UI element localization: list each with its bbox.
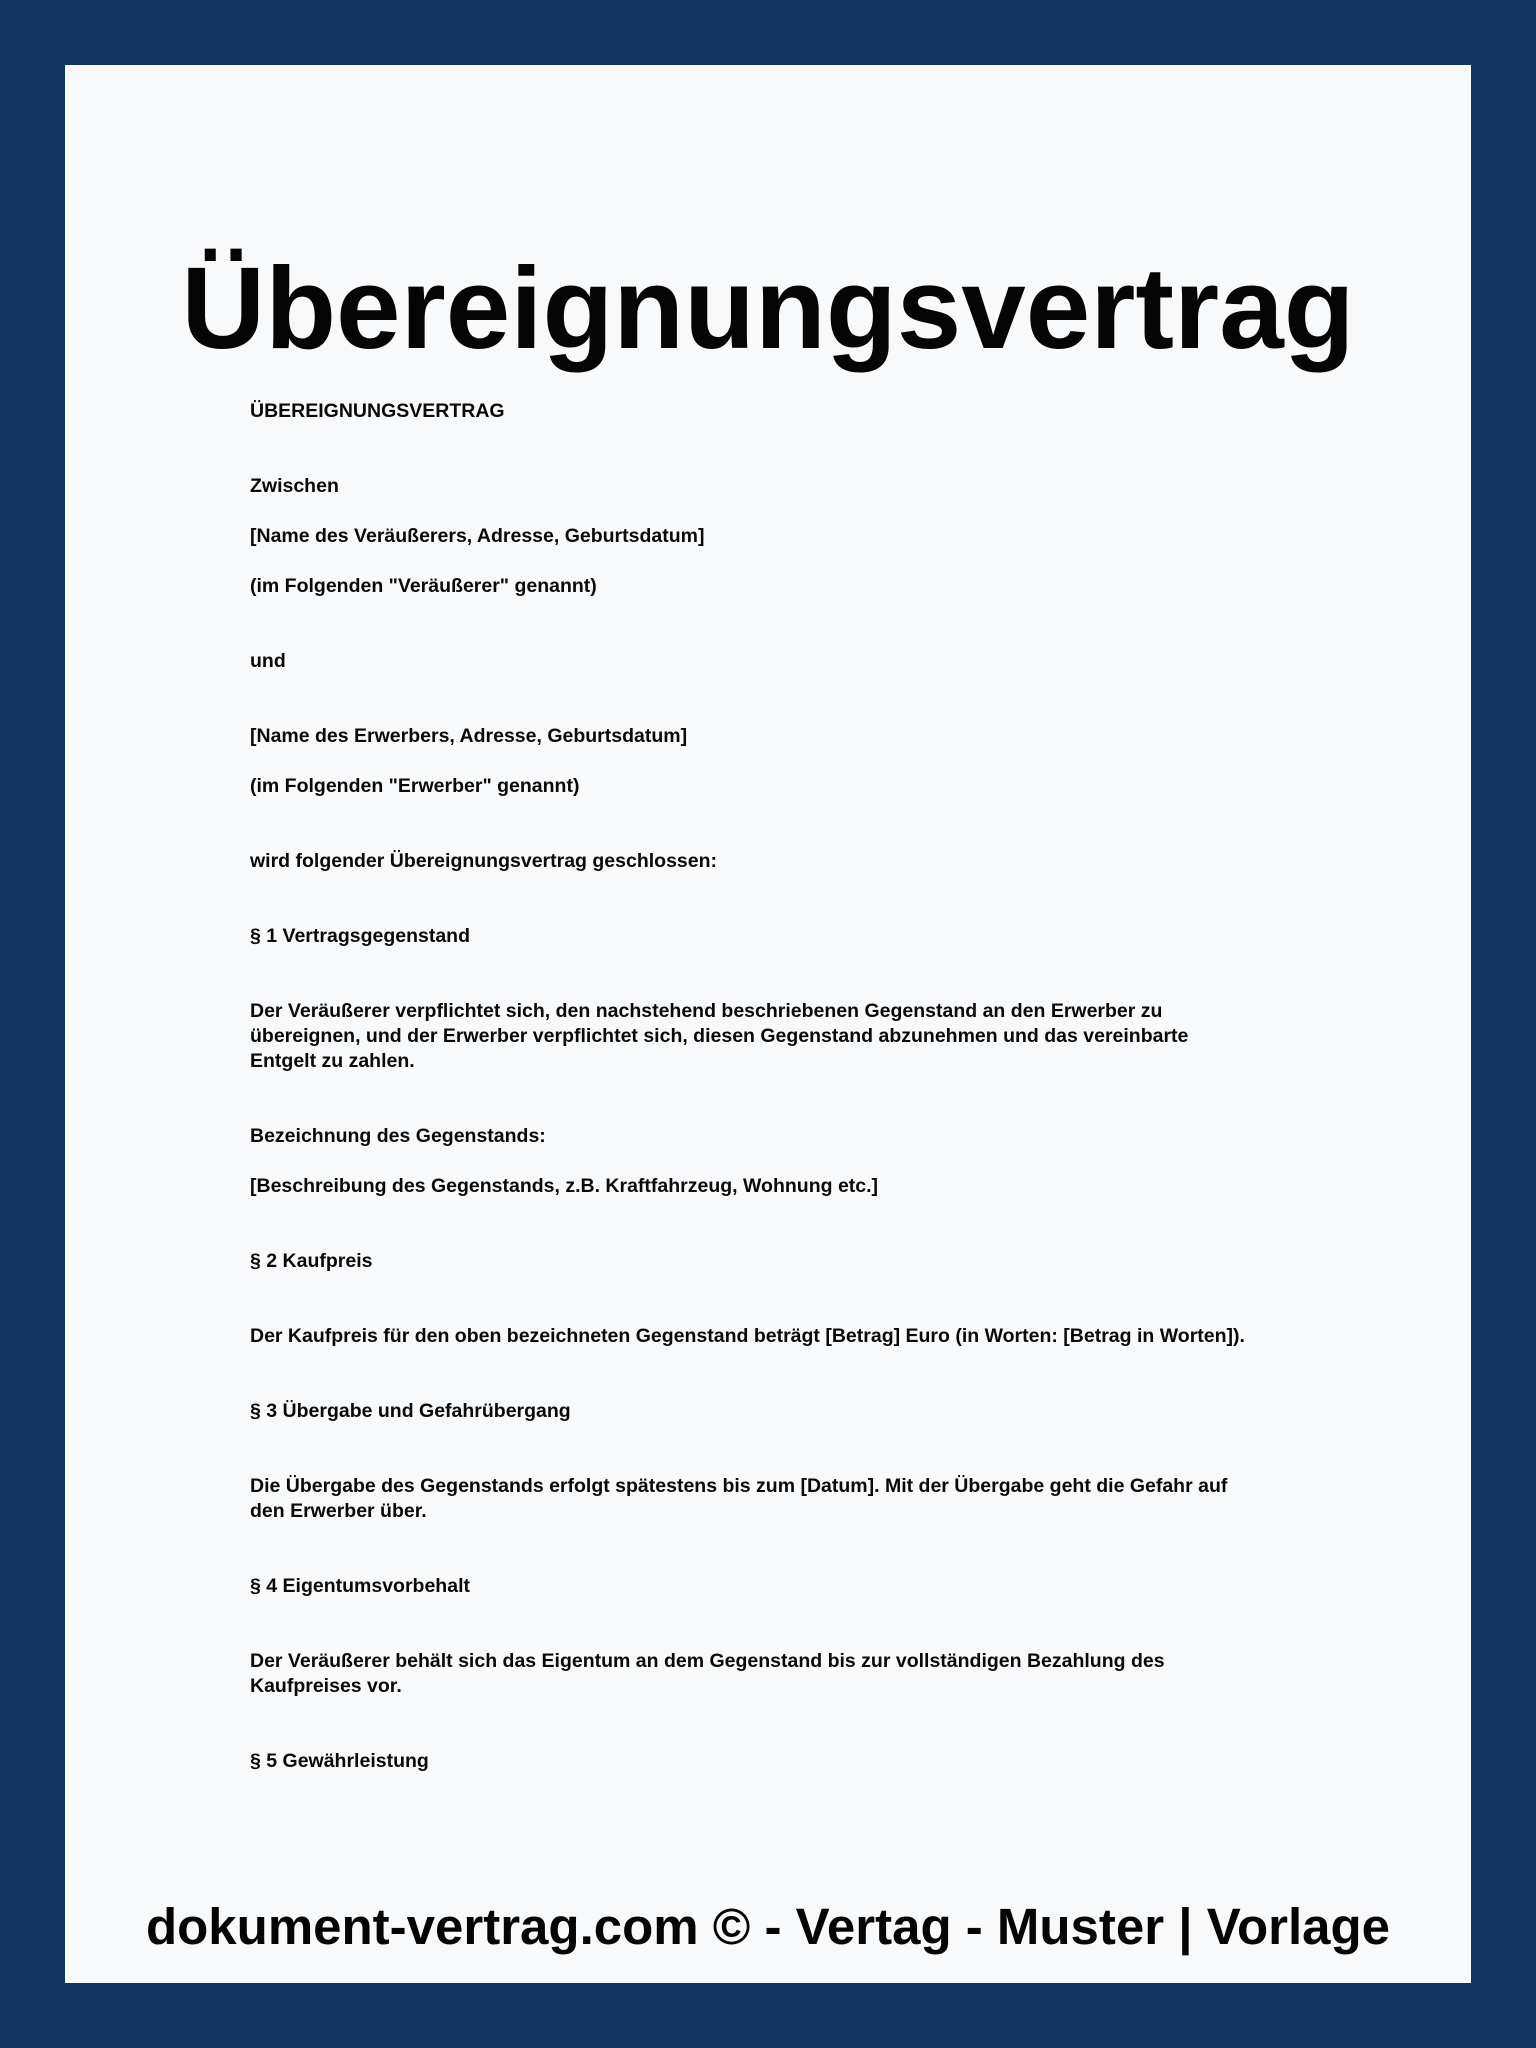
section-heading: § 1 Vertragsgegenstand <box>250 925 471 947</box>
seller-placeholder: [Name des Veräußerers, Adresse, Geburtsdatum] <box>250 525 705 547</box>
section-text-line: Die Übergabe des Gegenstands erfolgt spätestens bis zum [Datum]. Mit der Übergabe geht die Gefahr auf <box>250 1475 1228 1497</box>
item-placeholder: [Beschreibung des Gegenstands, z.B. Kraftfahrzeug, Wohnung etc.] <box>250 1175 879 1197</box>
contract-heading: ÜBEREIGNUNGSVERTRAG <box>250 400 505 422</box>
footer-watermark: dokument-vertrag.com © - Vertag - Muster | Vorlage <box>146 1898 1390 1955</box>
seller-designation: (im Folgenden "Veräußerer" genannt) <box>250 575 597 597</box>
section-heading: § 5 Gewährleistung <box>250 1750 429 1772</box>
section-text-line: Entgelt zu zahlen. <box>250 1050 415 1072</box>
document-page <box>65 65 1471 1983</box>
buyer-placeholder: [Name des Erwerbers, Adresse, Geburtsdatum] <box>250 725 688 747</box>
section-text-line: den Erwerber über. <box>250 1500 427 1522</box>
section-text-line: Der Veräußerer verpflichtet sich, den nachstehend beschriebenen Gegenstand an den Erwerber zu <box>250 1000 1163 1022</box>
buyer-designation: (im Folgenden "Erwerber" genannt) <box>250 775 580 797</box>
item-label: Bezeichnung des Gegenstands: <box>250 1125 546 1147</box>
section-heading: § 2 Kaufpreis <box>250 1250 373 1272</box>
section-text-line: Der Kaufpreis für den oben bezeichneten Gegenstand beträgt [Betrag] Euro (in Worten: [Betrag in Worten]). <box>250 1325 1245 1347</box>
and-label: und <box>250 650 286 672</box>
between-label: Zwischen <box>250 475 339 497</box>
conclusion-text: wird folgender Übereignungsvertrag geschlossen: <box>250 850 718 872</box>
section-text-line: übereignen, und der Erwerber verpflichtet sich, diesen Gegenstand abzunehmen und das vereinbarte <box>250 1025 1189 1047</box>
document-title: Übereignungsvertrag <box>181 243 1355 373</box>
section-text-line: Der Veräußerer behält sich das Eigentum an dem Gegenstand bis zur vollständigen Bezahlung des <box>250 1650 1165 1672</box>
section-heading: § 3 Übergabe und Gefahrübergang <box>250 1400 571 1422</box>
section-text-line: Kaufpreises vor. <box>250 1675 402 1697</box>
section-heading: § 4 Eigentumsvorbehalt <box>250 1575 470 1597</box>
